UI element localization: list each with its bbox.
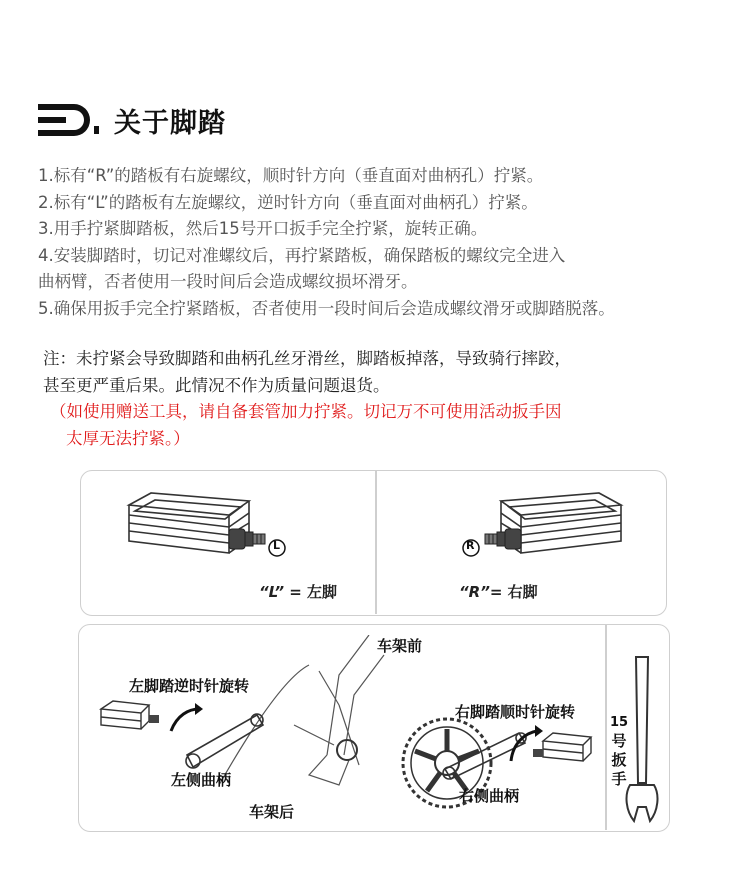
wrench-label-char: 扳 [611, 751, 627, 769]
left-pedal-tag: L [273, 539, 281, 552]
note-line: 甚至更严重后果。此情况不作为质量问题退货。 [43, 376, 390, 395]
warning-line: （如使用赠送工具，请自备套管加力拧紧。切记万不可使用活动扳手因 [50, 402, 562, 421]
right-pedal-caption-letter: “R” [459, 583, 490, 601]
step-line: 曲柄臂，否者使用一段时间后会造成螺纹损坏滑牙。 [38, 272, 418, 291]
frame-rear-label: 车架后 [249, 803, 295, 821]
left-pedal-caption-letter: “L” [259, 583, 285, 601]
warning-block [50, 398, 740, 452]
right-pedal-caption-text: = 右脚 [489, 583, 538, 601]
frame-front-label: 车架前 [377, 637, 423, 655]
wrench-label [609, 713, 629, 789]
right-crank-label: 右侧曲柄 [459, 787, 520, 805]
note-block [43, 345, 733, 399]
left-crank-label: 左侧曲柄 [171, 771, 232, 789]
step-line: 5.确保用扳手完全拧紧踏板，否者使用一段时间后会造成螺纹滑牙或脚踏脱落。 [38, 298, 615, 318]
wrench-label-char: 号 [611, 732, 627, 750]
right-pedal-illustration [459, 485, 629, 575]
section-d-logo-icon [38, 100, 100, 140]
wrench-label-char: 手 [611, 770, 627, 788]
wrench-label-char: 15 [609, 715, 629, 730]
right-pedal-caption [459, 581, 538, 602]
right-pedal-install-illustration [507, 721, 597, 781]
instruction-steps [38, 163, 738, 322]
pedal-identification-panel [80, 470, 667, 616]
step-line: 4.安装脚踏时，切记对准螺纹后，再拧紧踏板，确保踏板的螺纹完全进入 [38, 245, 566, 265]
step-line: 3.用手拧紧脚踏板，然后15号开口扳手完全拧紧，旋转正确。 [38, 219, 488, 238]
right-instruction-label: 右脚踏顺时针旋转 [455, 703, 576, 721]
warning-line: 太厚无法拧紧。） [66, 429, 190, 448]
panel-divider [605, 625, 607, 830]
section-title: 关于脚踏 [114, 107, 226, 139]
panel-divider [375, 471, 377, 614]
left-instruction-label: 左脚踏逆时针旋转 [129, 677, 250, 695]
left-pedal-illustration [121, 485, 291, 575]
section-header [38, 100, 226, 140]
step-line: 1.标有“R”的踏板有右旋螺纹，顺时针方向（垂直面对曲柄孔）拧紧。 [38, 166, 544, 185]
left-pedal-caption-text: = 左脚 [284, 583, 338, 601]
left-pedal-caption [259, 581, 337, 602]
note-line: 注：未拧紧会导致脚踏和曲柄孔丝牙滑丝，脚踏板掉落，导致骑行摔跤， [43, 349, 571, 368]
step-line: 2.标有“L”的踏板有左旋螺纹，逆时针方向（垂直面对曲柄孔）拧紧。 [38, 192, 538, 212]
right-pedal-tag: R [466, 539, 475, 552]
installation-panel [78, 624, 670, 832]
